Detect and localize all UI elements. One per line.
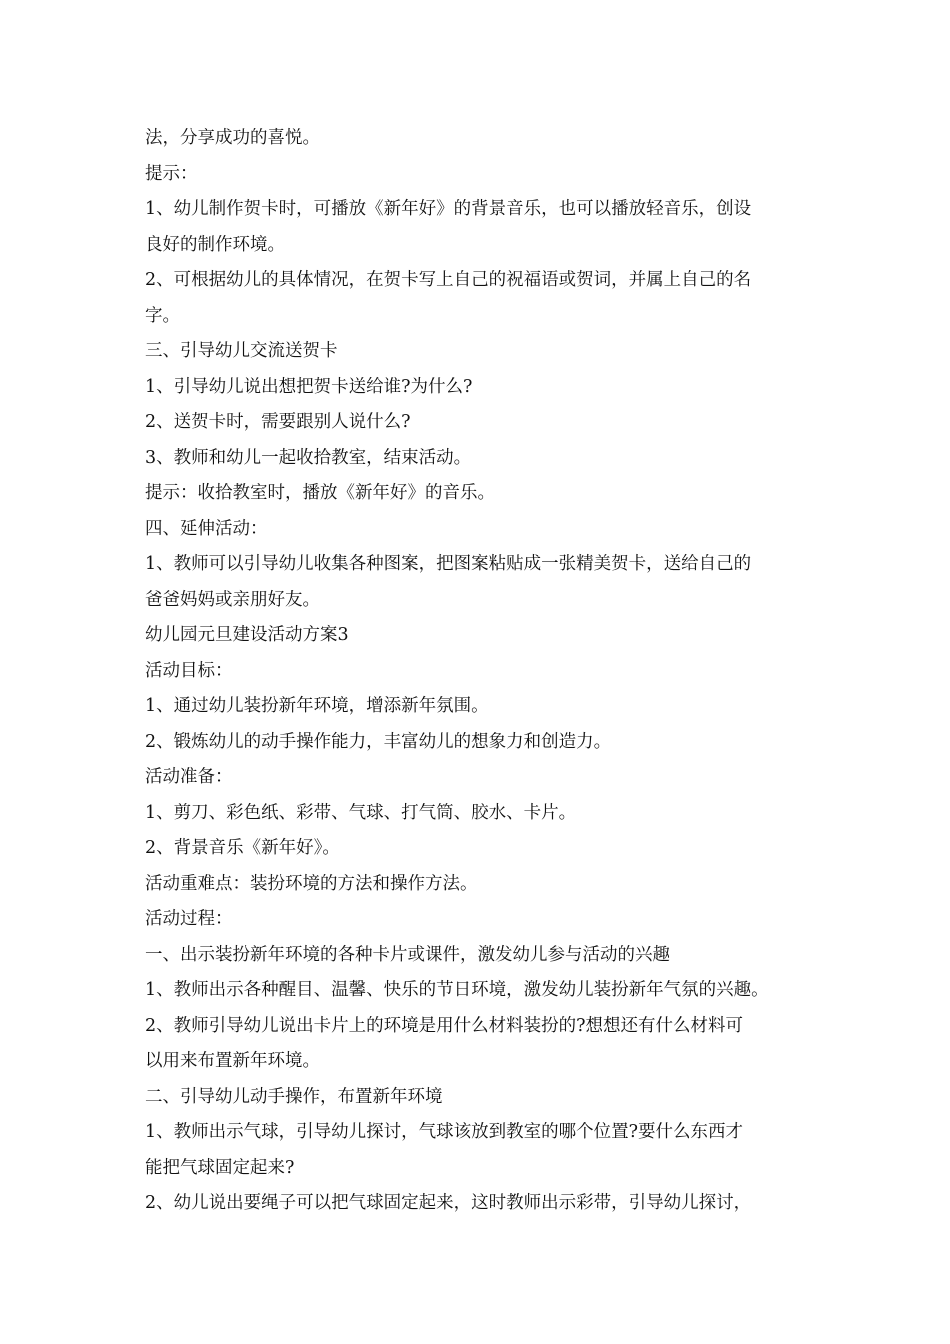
section-heading: 四、延伸活动： <box>145 518 268 539</box>
section-heading: 三、引导幼儿交流送贺卡 <box>145 341 338 361</box>
text-line: 2、送贺卡时，需要跟别人说什么? <box>145 412 411 432</box>
text-line: 1、通过幼儿装扮新年环境，增添新年氛围。 <box>145 696 489 716</box>
text-line: 良好的制作环境。 <box>145 234 285 255</box>
section-heading: 活动目标： <box>145 660 233 681</box>
section-heading: 一、出示装扮新年环境的各种卡片或课件，激发幼儿参与活动的兴趣 <box>145 944 670 965</box>
text-line: 2、可根据幼儿的具体情况，在贺卡写上自己的祝福语或贺词，并属上自己的名 <box>145 270 752 290</box>
text-line: 1、剪刀、彩色纸、彩带、气球、打气筒、胶水、卡片。 <box>145 802 577 823</box>
text-line: 以用来布置新年环境。 <box>145 1051 320 1071</box>
text-line: 提示： <box>145 163 198 184</box>
text-line: 提示：收拾教室时，播放《新年好》的音乐。 <box>145 483 495 503</box>
text-line: 2、幼儿说出要绳子可以把气球固定起来，这时教师出示彩带，引导幼儿探讨， <box>145 1193 752 1213</box>
section-heading: 活动准备： <box>145 767 233 787</box>
text-line: 爸爸妈妈或亲朋好友。 <box>145 589 320 610</box>
text-line: 1、教师出示各种醒目、温馨、快乐的节日环境，激发幼儿装扮新年气氛的兴趣。 <box>145 980 769 1000</box>
section-heading: 活动过程： <box>145 909 233 929</box>
document-title: 幼儿园元旦建设活动方案3 <box>145 625 349 645</box>
text-line: 字。 <box>145 305 180 326</box>
text-line: 3、教师和幼儿一起收拾教室，结束活动。 <box>145 447 472 468</box>
text-line: 2、背景音乐《新年好》。 <box>145 838 340 858</box>
document-body <box>145 121 815 1222</box>
section-heading: 二、引导幼儿动手操作，布置新年环境 <box>145 1086 443 1107</box>
text-line: 2、教师引导幼儿说出卡片上的环境是用什么材料装扮的?想想还有什么材料可 <box>145 1015 744 1036</box>
text-line: 1、教师出示气球，引导幼儿探讨，气球该放到教室的哪个位置?要什么东西才 <box>145 1122 744 1142</box>
text-line: 活动重难点：装扮环境的方法和操作方法。 <box>145 873 478 894</box>
text-line: 法，分享成功的喜悦。 <box>145 128 320 148</box>
text-line: 1、引导幼儿说出想把贺卡送给谁?为什么? <box>145 376 473 397</box>
text-line: 1、幼儿制作贺卡时，可播放《新年好》的背景音乐，也可以播放轻音乐，创设 <box>145 199 752 219</box>
text-line: 能把气球固定起来? <box>145 1157 295 1178</box>
text-line: 1、教师可以引导幼儿收集各种图案，把图案粘贴成一张精美贺卡，送给自己的 <box>145 554 752 574</box>
text-line: 2、锻炼幼儿的动手操作能力，丰富幼儿的想象力和创造力。 <box>145 731 612 752</box>
